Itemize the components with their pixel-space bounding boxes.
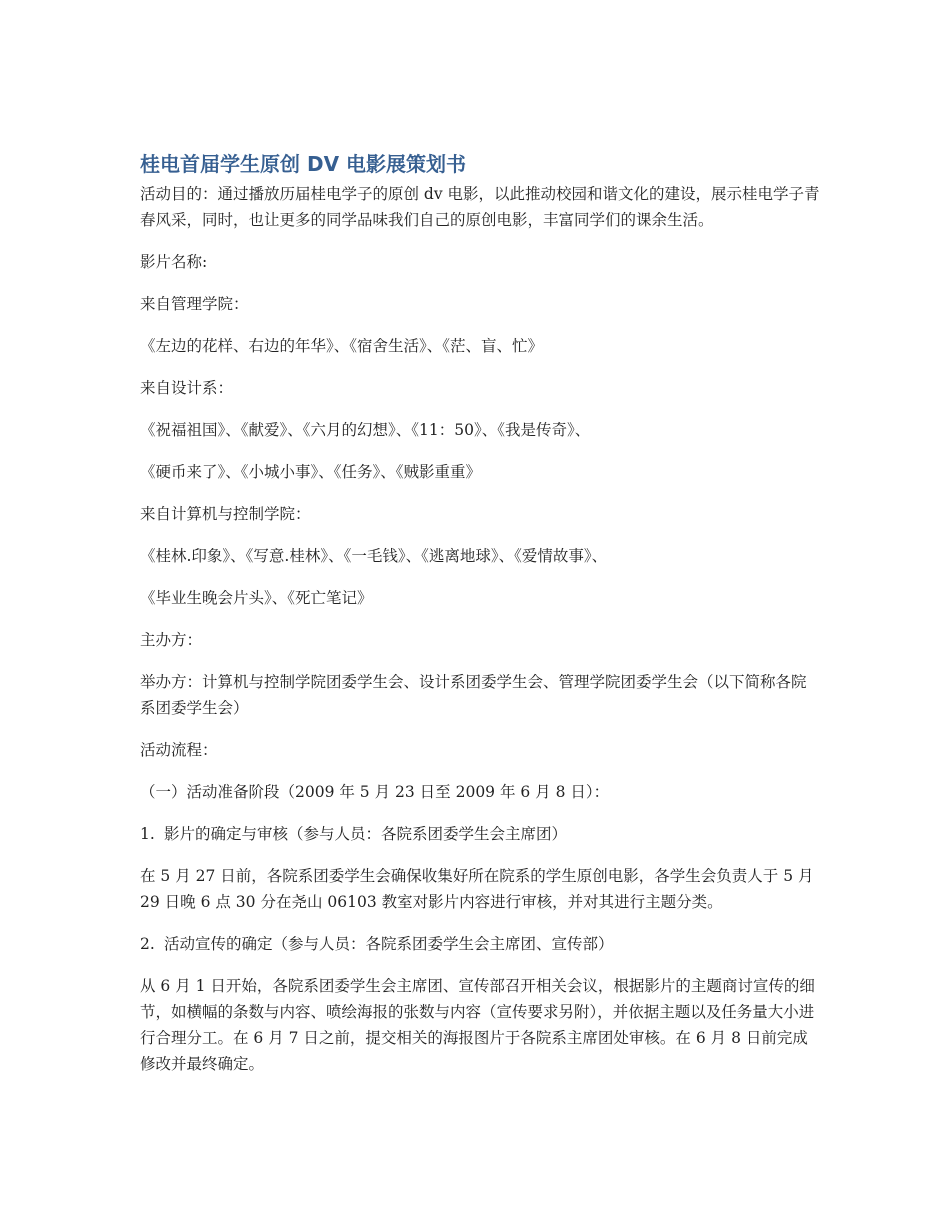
design-films-line-1: 《祝福祖国》、《献爱》、《六月的幻想》、《11：50》、《我是传奇》、 <box>140 421 591 439</box>
design-label: 来自设计系： <box>140 379 234 397</box>
cs-films-line-2: 《毕业生晚会片头》、《死亡笔记》 <box>140 589 373 607</box>
purpose-paragraph: 活动目的：通过播放历届桂电学子的原创 dv 电影，以此推动校园和谐文化的建设，展示桂电学子青春风采，同时，也让更多的同学品味我们自己的原创电影，丰富同学们的课余生活。 <box>140 185 820 229</box>
list-item-1-number: 1. <box>140 825 155 843</box>
item-2-body: 从 6 月 1 日开始，各院系团委学生会主席团、宣传部召开相关会议，根据影片的主题商讨宣传的细节，如横幅的条数与内容、喷绘海报的张数与内容（宣传要求另附），并依据主题以及任务量大小进行合理分工。在 6 月 7 日之前，提交相关的海报图片于各院系主席团处审核。在 6 月 8 日前完成修改并最终确定。 <box>140 977 815 1073</box>
document-page <box>140 148 820 1093</box>
process-label: 活动流程： <box>140 741 218 759</box>
cs-label: 来自计算机与控制学院： <box>140 505 311 523</box>
document-title: 桂电首届学生原创 DV 电影展策划书 <box>140 152 467 176</box>
phase-1-heading: （一）活动准备阶段（2009 年 5 月 23 日至 2009 年 6 月 8 日）： <box>140 783 610 801</box>
item-1-body: 在 5 月 27 日前，各院系团委学生会确保收集好所在院系的学生原创电影，各学生会负责人于 5 月 29 日晚 6 点 30 分在尧山 06103 教室对影片内容进行审核，并对其进行主题分类。 <box>140 867 814 911</box>
list-item-2-text: 活动宣传的确定（参与人员：各院系团委学生会主席团、宣传部） <box>164 935 614 953</box>
list-item-1 <box>140 821 820 847</box>
mgmt-label: 来自管理学院： <box>140 295 249 313</box>
cs-films-line-1: 《桂林.印象》、《写意.桂林》、《一毛钱》、《逃离地球》、《爱情故事》、 <box>140 547 608 565</box>
mgmt-films: 《左边的花样、右边的年华》、《宿舍生活》、《茫、盲、忙》 <box>140 337 544 355</box>
list-item-2 <box>140 931 820 957</box>
organizers-paragraph: 举办方：计算机与控制学院团委学生会、设计系团委学生会、管理学院团委学生会（以下简称各院系团委学生会） <box>140 673 807 717</box>
host-label: 主办方： <box>140 631 203 649</box>
list-item-2-number: 2. <box>140 935 155 953</box>
films-label: 影片名称: <box>140 253 208 271</box>
design-films-line-2: 《硬币来了》、《小城小事》、《任务》、《贼影重重》 <box>140 463 482 481</box>
list-item-1-text: 影片的确定与审核（参与人员：各院系团委学生会主席团） <box>164 825 568 843</box>
